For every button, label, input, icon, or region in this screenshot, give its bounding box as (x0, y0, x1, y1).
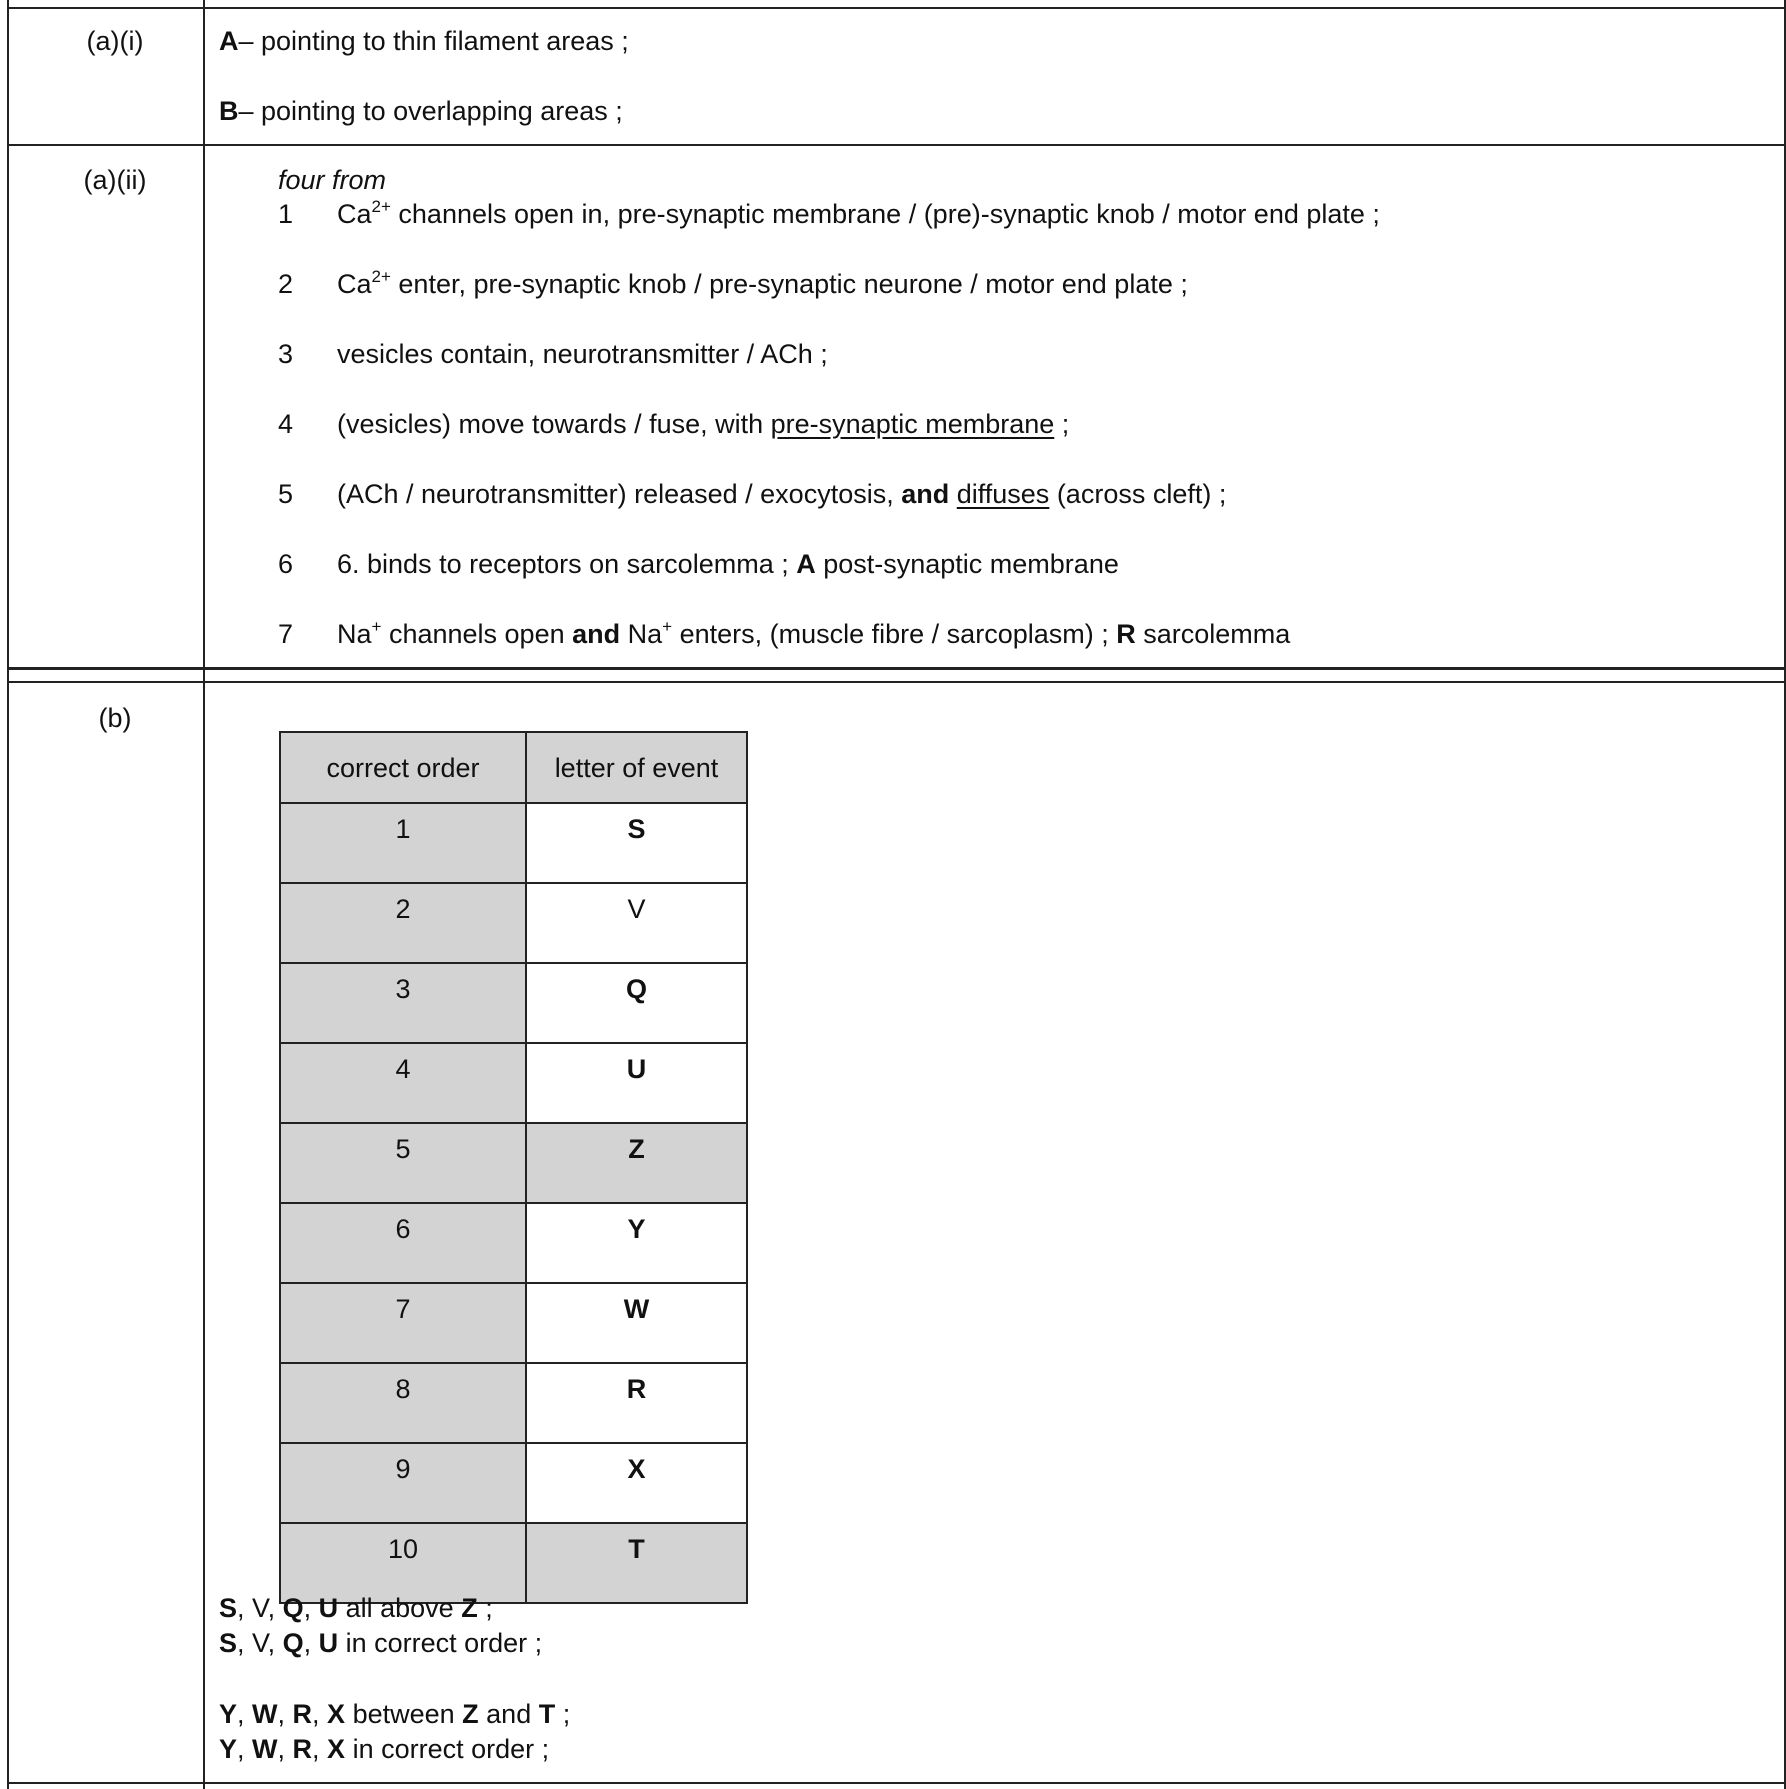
table-row (280, 963, 747, 1043)
order-cell: 6 (280, 1203, 526, 1283)
event-letter: Z (461, 1593, 478, 1623)
rule-a-ii-bottom (7, 667, 1786, 670)
order-cell: 1 (280, 803, 526, 883)
order-cell: 8 (280, 1363, 526, 1443)
point-text: (vesicles) move towards / fuse, with (337, 409, 771, 439)
question-label-a-i: (a)(i) (86, 26, 144, 56)
event-letter: R (292, 1734, 313, 1764)
answer-key-b: B (219, 96, 239, 126)
point-text: enters, (muscle fibre / sarcoplasm) ; (672, 619, 1117, 649)
point-text: channels open in, pre-synaptic membrane / (pre)-synaptic knob / motor end plate ; (390, 199, 1380, 229)
mark-line-4: Y, W, R, X in correct order ; (219, 1734, 550, 1764)
mark-text: in correct order ; (338, 1628, 543, 1658)
mark-line-1: S, V, Q, U all above Z ; (219, 1593, 493, 1623)
event-letter: W (252, 1699, 278, 1729)
table-header-row (280, 732, 747, 803)
letter-cell: T (526, 1523, 747, 1603)
event-letter: Z (462, 1699, 479, 1729)
mark-text: ; (477, 1593, 493, 1623)
letter-cell: R (526, 1363, 747, 1443)
answer-line-b (219, 96, 623, 126)
point-number: 7 (278, 619, 294, 649)
point-text: (across cleft) ; (1049, 479, 1227, 509)
letter-cell: V (526, 883, 747, 963)
table-row (280, 803, 747, 883)
event-letter: X (327, 1734, 346, 1764)
mark-text: between (345, 1699, 463, 1729)
answer-text-a: – pointing to thin filament areas ; (238, 26, 629, 56)
point-text (949, 479, 957, 509)
event-letter: W (252, 1734, 278, 1764)
point-number: 6 (278, 549, 294, 579)
table-row (280, 1363, 747, 1443)
event-order-table (279, 731, 748, 1604)
underlined-term: diffuses (956, 479, 1050, 509)
order-cell: 3 (280, 963, 526, 1043)
letter-cell: U (526, 1043, 747, 1123)
point-text: Na (337, 619, 372, 649)
order-cell: 10 (280, 1523, 526, 1603)
answer-text-b: – pointing to overlapping areas ; (238, 96, 623, 126)
rule-top (7, 7, 1786, 9)
table-row (280, 1283, 747, 1363)
bold-keyword: and (572, 619, 621, 649)
table-row (280, 1523, 747, 1603)
mark-line-3: Y, W, R, X between Z and T ; (219, 1699, 571, 1729)
point-text: Ca (337, 269, 372, 299)
order-cell: 5 (280, 1123, 526, 1203)
event-letter: V (252, 1628, 268, 1658)
point-text: sarcolemma (1135, 619, 1291, 649)
point-text: Na (620, 619, 663, 649)
question-label-a-ii: (a)(ii) (83, 165, 147, 195)
four-from-intro: four from (278, 165, 387, 195)
event-letter: Q (282, 1593, 304, 1623)
point-text: Ca (337, 199, 372, 229)
bold-keyword: and (901, 479, 950, 509)
event-letter: R (292, 1699, 313, 1729)
order-cell: 4 (280, 1043, 526, 1123)
point-number: 5 (278, 479, 294, 509)
mark-text: in correct order ; (345, 1734, 550, 1764)
point-text: channels open (381, 619, 573, 649)
event-letter: T (538, 1699, 556, 1729)
superscript: + (662, 617, 673, 636)
mark-line-2: S, V, Q, U in correct order ; (219, 1628, 543, 1658)
event-letter: Y (219, 1699, 238, 1729)
bold-keyword: R (1116, 619, 1136, 649)
letter-cell: Z (526, 1123, 747, 1203)
letter-cell: S (526, 803, 747, 883)
answer-line-a (219, 26, 629, 56)
superscript: + (371, 617, 382, 636)
letter-cell: Y (526, 1203, 747, 1283)
mark-text: all above (338, 1593, 462, 1623)
letter-cell: Q (526, 963, 747, 1043)
rule-b-top (7, 681, 1786, 683)
table-row (280, 1443, 747, 1523)
point-text: post-synaptic membrane (815, 549, 1119, 579)
event-letter: Q (282, 1628, 304, 1658)
point-text: ; (1054, 409, 1070, 439)
answer-key-a: A (219, 26, 239, 56)
rule-column-divider (203, 0, 205, 1789)
table-row (280, 1203, 747, 1283)
column-header-correct-order: correct order (280, 732, 526, 803)
event-letter: Y (219, 1734, 238, 1764)
point-number: 4 (278, 409, 294, 439)
mark-text: ; (555, 1699, 571, 1729)
mark-text: and (478, 1699, 539, 1729)
table-row (280, 1043, 747, 1123)
event-letter: U (318, 1593, 339, 1623)
point-text: vesicles contain, neurotransmitter / ACh ; (337, 339, 828, 369)
bold-keyword: A (796, 549, 816, 579)
question-label-b: (b) (98, 703, 132, 733)
table-row (280, 1123, 747, 1203)
event-letter: X (327, 1699, 346, 1729)
rule-bottom (7, 1782, 1786, 1784)
order-cell: 7 (280, 1283, 526, 1363)
superscript: 2+ (371, 267, 391, 286)
event-letter: V (252, 1593, 268, 1623)
event-letter: U (318, 1628, 339, 1658)
letter-cell: X (526, 1443, 747, 1523)
point-number: 2 (278, 269, 294, 299)
underlined-term: pre-synaptic membrane (770, 409, 1055, 439)
superscript: 2+ (371, 197, 391, 216)
rule-a-i-bottom (7, 144, 1786, 146)
rule-left (7, 0, 9, 1789)
column-header-letter-of-event: letter of event (526, 732, 747, 803)
letter-cell: W (526, 1283, 747, 1363)
event-letter: S (219, 1593, 238, 1623)
point-text: 6. binds to receptors on sarcolemma ; (337, 549, 797, 579)
event-letter: S (219, 1628, 238, 1658)
table-row (280, 883, 747, 963)
point-text: (ACh / neurotransmitter) released / exocytosis, (337, 479, 902, 509)
point-text: enter, pre-synaptic knob / pre-synaptic neurone / motor end plate ; (390, 269, 1188, 299)
order-cell: 9 (280, 1443, 526, 1523)
order-cell: 2 (280, 883, 526, 963)
point-number: 3 (278, 339, 294, 369)
point-number: 1 (278, 199, 294, 229)
